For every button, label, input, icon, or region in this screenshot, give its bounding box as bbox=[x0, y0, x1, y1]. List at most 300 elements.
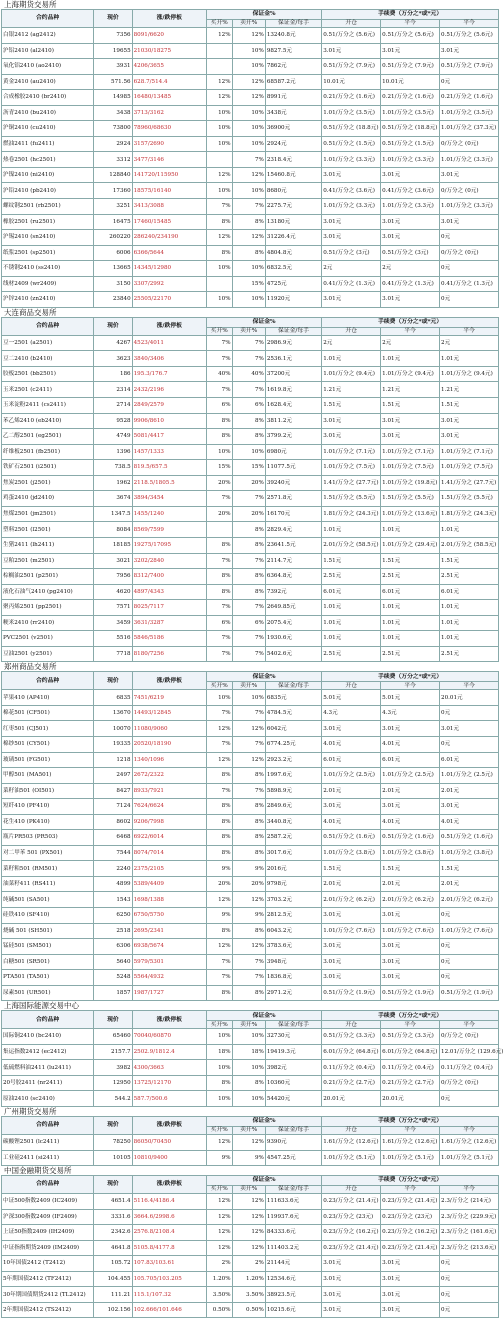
exchange-section bbox=[1, 662, 499, 1001]
header-price: 现价 bbox=[94, 10, 132, 28]
contract-name: 氧化铝2410 (ao2410) bbox=[2, 59, 94, 75]
margin-buy: 7% bbox=[206, 736, 232, 752]
fee-open: 3.01元 bbox=[322, 230, 381, 246]
contract-name: 鸡蛋2410 (jd2410) bbox=[2, 491, 94, 507]
margin-buy: 7% bbox=[206, 970, 232, 986]
margin-buy: 7% bbox=[206, 631, 232, 647]
current-price: 3251 bbox=[94, 199, 132, 215]
fee-open: 3.01元 bbox=[322, 970, 381, 986]
header-sell: 卖开% bbox=[232, 327, 265, 335]
fee-open: 0.51/万分之 (3元) bbox=[322, 245, 381, 261]
margin-buy: 7% bbox=[206, 705, 232, 721]
margin-sell: 8% bbox=[232, 923, 265, 939]
table-row bbox=[2, 970, 499, 986]
contract-name: 花生410 (PK410) bbox=[2, 814, 94, 830]
fee-open: 0.11/万分之 (0.4元) bbox=[322, 1060, 381, 1076]
table-row bbox=[2, 1302, 499, 1318]
margin-buy: 9% bbox=[206, 907, 232, 923]
fee-close: 1.51元 bbox=[381, 861, 440, 877]
fee-close: 2.51元 bbox=[381, 646, 440, 662]
fee-close: 1.01/万分之 (9.4元) bbox=[381, 366, 440, 382]
table-row bbox=[2, 1029, 499, 1045]
margin-per-lot: 6774.25元 bbox=[265, 736, 321, 752]
header-sell: 卖开% bbox=[232, 1021, 265, 1029]
price-limit: 8569/7599 bbox=[132, 522, 206, 538]
exchange-title: 中国金融期货交易所 bbox=[4, 1166, 72, 1176]
current-price: 1396 bbox=[94, 444, 132, 460]
contract-name: 焦煤2501 (jm2501) bbox=[2, 506, 94, 522]
table-row bbox=[2, 1225, 499, 1241]
header-buy: 买开% bbox=[206, 327, 232, 335]
margin-sell: 3.50% bbox=[232, 1287, 265, 1303]
price-limit: 8074/7014 bbox=[132, 845, 206, 861]
margin-buy: 10% bbox=[206, 444, 232, 460]
margin-per-lot: 6364.8元 bbox=[265, 569, 321, 585]
current-price: 7124 bbox=[94, 799, 132, 815]
table-header-row bbox=[2, 1117, 499, 1127]
current-price: 1962 bbox=[94, 475, 132, 491]
margin-buy: 6% bbox=[206, 615, 232, 631]
margin-per-lot: 10215.6元 bbox=[265, 1302, 321, 1318]
current-price: 3021 bbox=[94, 553, 132, 569]
fee-open: 4.01元 bbox=[322, 814, 381, 830]
margin-sell: 12% bbox=[232, 1135, 265, 1151]
fee-close-today: 20.01元 bbox=[440, 690, 499, 706]
current-price: 544.2 bbox=[94, 1091, 132, 1107]
price-limit: 14345/12980 bbox=[132, 261, 206, 277]
table-row bbox=[2, 121, 499, 137]
table-row bbox=[2, 923, 499, 939]
margin-sell: 12% bbox=[232, 1225, 265, 1241]
contract-name: 甲醇501 (MA501) bbox=[2, 768, 94, 784]
margin-per-lot: 2924元 bbox=[265, 136, 321, 152]
margin-sell: 10% bbox=[232, 1029, 265, 1045]
table-row bbox=[2, 646, 499, 662]
current-price: 17360 bbox=[94, 183, 132, 199]
margin-buy: 12% bbox=[206, 1135, 232, 1151]
exchange-title: 上海期货交易所 bbox=[4, 0, 57, 9]
header-limit: 涨/跌停板 bbox=[132, 1176, 206, 1194]
header-close-prev: 平今 bbox=[440, 1021, 499, 1029]
fee-close: 1.61/万分之 (12.6元) bbox=[381, 1135, 440, 1151]
margin-sell: 7% bbox=[232, 783, 265, 799]
margin-buy: 12% bbox=[206, 28, 232, 44]
fee-open: 2.01/万分之 (58.5元) bbox=[322, 537, 381, 553]
price-limit: 3631/3287 bbox=[132, 615, 206, 631]
margin-per-lot: 1836.8元 bbox=[265, 970, 321, 986]
margin-buy: 8% bbox=[206, 830, 232, 846]
fee-close-today: 1.01/万分之 (3.5元) bbox=[440, 105, 499, 121]
price-limit: 5105.8/4177.8 bbox=[132, 1240, 206, 1256]
fee-close: 3.01元 bbox=[381, 1271, 440, 1287]
margin-per-lot: 68587.2元 bbox=[265, 74, 321, 90]
fee-close: 1.01元 bbox=[381, 351, 440, 367]
margin-buy: 8% bbox=[206, 923, 232, 939]
table-row bbox=[2, 105, 499, 121]
price-limit: 3307/2992 bbox=[132, 276, 206, 292]
contract-name: 30年期国债期货2412 (TL2412) bbox=[2, 1287, 94, 1303]
header-fee: 手续费（万分之*或*元） bbox=[322, 317, 499, 327]
price-limit: 105.705/103.205 bbox=[132, 1271, 206, 1287]
table-row bbox=[2, 1271, 499, 1287]
contract-name: 玻璃501 (FG501) bbox=[2, 752, 94, 768]
contract-name: 2年期国债2412 (TS2412) bbox=[2, 1302, 94, 1318]
fee-close-today: 0元 bbox=[440, 705, 499, 721]
current-price: 2924 bbox=[94, 136, 132, 152]
fee-open: 1.21元 bbox=[322, 382, 381, 398]
table-row bbox=[2, 1194, 499, 1210]
fee-close: 3.01元 bbox=[381, 721, 440, 737]
margin-per-lot: 3703.2元 bbox=[265, 892, 321, 908]
fee-open: 1.61/万分之 (12.6元) bbox=[322, 1135, 381, 1151]
fee-close: 2.01/万分之 (6.2元) bbox=[381, 892, 440, 908]
margin-sell: 10% bbox=[232, 1060, 265, 1076]
margin-sell: 7% bbox=[232, 631, 265, 647]
contract-name: 橡胶2501 (ru2501) bbox=[2, 214, 94, 230]
margin-sell: 20% bbox=[232, 506, 265, 522]
fee-close-today: 3.01元 bbox=[440, 43, 499, 59]
margin-sell: 10% bbox=[232, 261, 265, 277]
table-row bbox=[2, 1287, 499, 1303]
fee-close: 3.01元 bbox=[381, 43, 440, 59]
margin-buy: 12% bbox=[206, 90, 232, 106]
margin-buy: 8% bbox=[206, 799, 232, 815]
current-price: 7718 bbox=[94, 646, 132, 662]
fee-open: 1.41/万分之 (27.7元) bbox=[322, 475, 381, 491]
margin-buy: 8% bbox=[206, 584, 232, 600]
contract-name: 硅铁410 (SF410) bbox=[2, 907, 94, 923]
fee-close-today: 0.51/万分之 (1.6元) bbox=[440, 830, 499, 846]
fee-close-today: 0.51/万分之 (7.9元) bbox=[440, 59, 499, 75]
contract-name: 沥青2410 (bu2410) bbox=[2, 105, 94, 121]
table-row bbox=[2, 954, 499, 970]
fee-close-today: 0元 bbox=[440, 74, 499, 90]
margin-per-lot: 8680元 bbox=[265, 183, 321, 199]
margin-per-lot: 3440.8元 bbox=[265, 814, 321, 830]
margin-per-lot: 2536.1元 bbox=[265, 351, 321, 367]
current-price: 2714 bbox=[94, 398, 132, 414]
fee-close: 1.01元 bbox=[381, 615, 440, 631]
fee-close: 3.01元 bbox=[381, 954, 440, 970]
header-margin: 保证金% bbox=[206, 317, 321, 327]
fee-close: 2.01元 bbox=[381, 876, 440, 892]
exchange-title: 广州期货交易所 bbox=[4, 1107, 57, 1116]
fee-open: 6.01元 bbox=[322, 752, 381, 768]
contract-name: 豆粕2501 (m2501) bbox=[2, 553, 94, 569]
contract-name: 苹果410 (AP410) bbox=[2, 690, 94, 706]
header-sell: 卖开% bbox=[232, 20, 265, 28]
fee-open: 3.01元 bbox=[322, 43, 381, 59]
header-name: 合约品种 bbox=[2, 672, 94, 690]
margin-buy: 10% bbox=[206, 121, 232, 137]
fee-close-today: 2.01/万分之 (58.5元) bbox=[440, 537, 499, 553]
margin-per-lot: 2587.2元 bbox=[265, 830, 321, 846]
header-close-prev: 平今 bbox=[440, 682, 499, 690]
margin-sell: 7% bbox=[232, 970, 265, 986]
contract-name: 20号胶2411 (nr2411) bbox=[2, 1075, 94, 1091]
current-price: 19655 bbox=[94, 43, 132, 59]
header-fee: 手续费（万分之*或*元） bbox=[322, 1176, 499, 1186]
margin-per-lot: 7392元 bbox=[265, 584, 321, 600]
table-row bbox=[2, 985, 499, 1001]
fee-close-today: 0元 bbox=[440, 1287, 499, 1303]
current-price: 16475 bbox=[94, 214, 132, 230]
price-limit: 8180/7256 bbox=[132, 646, 206, 662]
current-price: 1218 bbox=[94, 752, 132, 768]
margin-per-lot: 8991元 bbox=[265, 90, 321, 106]
fee-close: 3.01元 bbox=[381, 1256, 440, 1272]
current-price: 2518 bbox=[94, 923, 132, 939]
price-limit: 8933/7921 bbox=[132, 783, 206, 799]
header-close-today: 平今 bbox=[381, 1186, 440, 1194]
margin-per-lot: 6832.5元 bbox=[265, 261, 321, 277]
fee-close: 2.01元 bbox=[381, 783, 440, 799]
price-limit: 9906/8610 bbox=[132, 413, 206, 429]
margin-sell: 12% bbox=[232, 167, 265, 183]
margin-buy: 7% bbox=[206, 351, 232, 367]
table-row bbox=[2, 1075, 499, 1091]
fee-close: 0.51/万分之 (1.9元) bbox=[381, 985, 440, 1001]
table-header-row bbox=[2, 1176, 499, 1186]
margin-per-lot: 4725元 bbox=[265, 276, 321, 292]
margin-buy: 10% bbox=[206, 261, 232, 277]
table-row bbox=[2, 615, 499, 631]
contract-name: 粳米2410 (rr2410) bbox=[2, 615, 94, 631]
margin-per-lot: 2075.4元 bbox=[265, 615, 321, 631]
margin-buy: 18% bbox=[206, 1044, 232, 1060]
price-limit: 1340/1096 bbox=[132, 752, 206, 768]
header-limit: 涨/跌停板 bbox=[132, 1117, 206, 1135]
margin-sell: 40% bbox=[232, 366, 265, 382]
margin-per-lot: 2812.5元 bbox=[265, 907, 321, 923]
fee-open: 1.01/万分之 (7.6元) bbox=[322, 923, 381, 939]
margin-per-lot: 2849.6元 bbox=[265, 799, 321, 815]
fee-close: 6.01元 bbox=[381, 584, 440, 600]
table-row bbox=[2, 460, 499, 476]
contract-name: 5年期国债2412 (TF2412) bbox=[2, 1271, 94, 1287]
margin-per-lot: 5898.9元 bbox=[265, 783, 321, 799]
margin-per-lot: 2318.4元 bbox=[265, 152, 321, 168]
fee-close-today: 0.51/万分之 (1.9元) bbox=[440, 985, 499, 1001]
fee-close-today: 0.21/万分之 (1.6元) bbox=[440, 90, 499, 106]
fee-close-today: 0元 bbox=[440, 230, 499, 246]
contract-name: 沪镍2410 (ni2410) bbox=[2, 167, 94, 183]
contract-table bbox=[1, 671, 499, 1001]
header-buy: 买开% bbox=[206, 1186, 232, 1194]
table-row bbox=[2, 752, 499, 768]
contract-name: 棉纱501 (CY501) bbox=[2, 736, 94, 752]
margin-sell: 12% bbox=[232, 1194, 265, 1210]
fee-open: 0.51/万分之 (3.3元) bbox=[322, 1029, 381, 1045]
contract-name: 聚丙烯2501 (pp2501) bbox=[2, 600, 94, 616]
price-limit: 4206/3655 bbox=[132, 59, 206, 75]
fee-close-today: 3.01元 bbox=[440, 721, 499, 737]
margin-buy: 12% bbox=[206, 1225, 232, 1241]
margin-sell: 12% bbox=[232, 721, 265, 737]
fee-open: 1.01元 bbox=[322, 351, 381, 367]
table-row bbox=[2, 1209, 499, 1225]
table-row bbox=[2, 398, 499, 414]
margin-per-lot: 2829.4元 bbox=[265, 522, 321, 538]
contract-name: 集运指数2412 (ec2412) bbox=[2, 1044, 94, 1060]
fee-open: 3.01元 bbox=[322, 907, 381, 923]
fee-close-today: 0/万分之 (0元) bbox=[440, 1075, 499, 1091]
margin-buy: 8% bbox=[206, 569, 232, 585]
contract-name: 沪铜2410 (cu2410) bbox=[2, 121, 94, 137]
contract-name: 胶板2501 (bb2501) bbox=[2, 366, 94, 382]
table-row bbox=[2, 600, 499, 616]
margin-buy: 10% bbox=[206, 1029, 232, 1045]
fee-open: 1.01元 bbox=[322, 615, 381, 631]
current-price: 571.56 bbox=[94, 74, 132, 90]
fee-close: 3.01元 bbox=[381, 230, 440, 246]
margin-sell: 12% bbox=[232, 1240, 265, 1256]
margin-buy: 8% bbox=[206, 1075, 232, 1091]
fee-close: 0.11/万分之 (0.4元) bbox=[381, 1060, 440, 1076]
margin-per-lot: 31226.4元 bbox=[265, 230, 321, 246]
table-row bbox=[2, 939, 499, 955]
current-price: 6468 bbox=[94, 830, 132, 846]
fee-open: 3.01元 bbox=[322, 1271, 381, 1287]
margin-sell: 7% bbox=[232, 954, 265, 970]
fee-open: 0.51/万分之 (1.5元) bbox=[322, 136, 381, 152]
table-row bbox=[2, 136, 499, 152]
fee-close: 0.51/万分之 (3元) bbox=[381, 245, 440, 261]
table-row bbox=[2, 74, 499, 90]
contract-name: 纯碱501 (SA501) bbox=[2, 892, 94, 908]
header-buy: 买开% bbox=[206, 682, 232, 690]
price-limit: 195.3/176.7 bbox=[132, 366, 206, 382]
contract-name: 苯乙烯2410 (eb2410) bbox=[2, 413, 94, 429]
table-row bbox=[2, 721, 499, 737]
current-price: 3150 bbox=[94, 276, 132, 292]
margin-buy: 0.50% bbox=[206, 1302, 232, 1318]
contract-name: 线材2409 (wr2409) bbox=[2, 276, 94, 292]
fee-close-today: 0元 bbox=[440, 1091, 499, 1107]
fee-close: 3.01元 bbox=[381, 939, 440, 955]
price-limit: 4300/3663 bbox=[132, 1060, 206, 1076]
fee-open: 0.23/万分之 (21.4元) bbox=[322, 1194, 381, 1210]
margin-sell: 7% bbox=[232, 199, 265, 215]
header-open: 开仓 bbox=[322, 1127, 381, 1135]
header-price: 现价 bbox=[94, 672, 132, 690]
fee-close: 0.51/万分之 (1.6元) bbox=[381, 830, 440, 846]
header-sell: 卖开% bbox=[232, 1127, 265, 1135]
contract-name: 沪深300指数2409 (IF2409) bbox=[2, 1209, 94, 1225]
margin-buy: 7% bbox=[206, 553, 232, 569]
fee-close-today: 1.01/万分之 (7.1元) bbox=[440, 444, 499, 460]
price-limit: 2849/2579 bbox=[132, 398, 206, 414]
contract-name: 中证指指期货2409 (IM2409) bbox=[2, 1240, 94, 1256]
table-row bbox=[2, 506, 499, 522]
margin-buy: 12% bbox=[206, 1240, 232, 1256]
price-limit: 5081/4417 bbox=[132, 429, 206, 445]
margin-per-lot: 5402.6元 bbox=[265, 646, 321, 662]
header-per-lot: 保证金/每手 bbox=[265, 1127, 321, 1135]
fee-close: 1.01/万分之 (7.1元) bbox=[381, 444, 440, 460]
margin-per-lot: 2114.7元 bbox=[265, 553, 321, 569]
fee-close: 3.01元 bbox=[381, 167, 440, 183]
table-row bbox=[2, 907, 499, 923]
fee-close: 1.51/万分之 (5.5元) bbox=[381, 491, 440, 507]
fee-open: 3.01元 bbox=[322, 799, 381, 815]
margin-sell: 10% bbox=[232, 1091, 265, 1107]
table-row bbox=[2, 475, 499, 491]
exchange-section bbox=[1, 1107, 499, 1166]
fee-close-today: 0元 bbox=[440, 970, 499, 986]
margin-sell: 8% bbox=[232, 245, 265, 261]
fee-close-today: 1.81/万分之 (24.3元) bbox=[440, 506, 499, 522]
price-limit: 18575/16140 bbox=[132, 183, 206, 199]
fee-close: 1.01/万分之 (19.8元) bbox=[381, 475, 440, 491]
price-limit: 3157/2690 bbox=[132, 136, 206, 152]
fee-close-today: 1.01/万分之 (3.3元) bbox=[440, 199, 499, 215]
header-close-prev: 平今 bbox=[440, 327, 499, 335]
contract-table bbox=[1, 1116, 499, 1166]
contract-name: 白银2412 (ag2412) bbox=[2, 28, 94, 44]
fee-close: 0.21/万分之 (2.7元) bbox=[381, 1075, 440, 1091]
margin-buy bbox=[206, 522, 232, 538]
current-price: 13670 bbox=[94, 705, 132, 721]
margin-per-lot: 1619.8元 bbox=[265, 382, 321, 398]
header-fee: 手续费（万分之*或*元） bbox=[322, 1117, 499, 1127]
margin-sell: 8% bbox=[232, 768, 265, 784]
table-row bbox=[2, 1256, 499, 1272]
table-row bbox=[2, 876, 499, 892]
current-price: 2497 bbox=[94, 768, 132, 784]
contract-name: 棕榈油2501 (p2501) bbox=[2, 569, 94, 585]
fee-close-today: 0元 bbox=[440, 261, 499, 277]
margin-buy: 10% bbox=[206, 292, 232, 308]
header-close-today: 平今 bbox=[381, 1021, 440, 1029]
current-price: 3674 bbox=[94, 491, 132, 507]
exchange-title: 大连商品交易所 bbox=[4, 307, 57, 317]
price-limit: 10810/9400 bbox=[132, 1150, 206, 1166]
margin-sell: 7% bbox=[232, 736, 265, 752]
margin-per-lot: 111633.6元 bbox=[265, 1194, 321, 1210]
current-price: 7356 bbox=[94, 28, 132, 44]
contract-name: 豆油2501 (y2501) bbox=[2, 646, 94, 662]
contract-table bbox=[1, 1010, 503, 1107]
contract-name: 烧碱 501 (SH501) bbox=[2, 923, 94, 939]
fee-close: 0.23/万分之 (21.4元) bbox=[381, 1240, 440, 1256]
contract-name: PVC2501 (v2501) bbox=[2, 631, 94, 647]
current-price: 260220 bbox=[94, 230, 132, 246]
fee-close-today: 1.01/万分之 (9.4元) bbox=[440, 366, 499, 382]
margin-per-lot: 38923.5元 bbox=[265, 1287, 321, 1303]
fee-open: 2.01元 bbox=[322, 876, 381, 892]
price-limit: 8091/6620 bbox=[132, 28, 206, 44]
exchange-title: 郑州商品交易所 bbox=[4, 662, 57, 672]
table-row bbox=[2, 799, 499, 815]
exchange-section bbox=[1, 0, 499, 308]
price-limit: 628.7/514.4 bbox=[132, 74, 206, 90]
fee-open: 1.01/万分之 (3.5元) bbox=[322, 105, 381, 121]
margin-sell: 7% bbox=[232, 491, 265, 507]
price-limit: 1698/1388 bbox=[132, 892, 206, 908]
contract-name: 锰硅501 (SM501) bbox=[2, 939, 94, 955]
current-price: 5248 bbox=[94, 970, 132, 986]
header-close-prev: 平今 bbox=[440, 1186, 499, 1194]
current-price: 73800 bbox=[94, 121, 132, 137]
contract-name: 瓶片PR503 (PR503) bbox=[2, 830, 94, 846]
margin-per-lot: 3948元 bbox=[265, 954, 321, 970]
margin-buy: 2% bbox=[206, 1256, 232, 1272]
margin-buy: 12% bbox=[206, 1209, 232, 1225]
table-row bbox=[2, 366, 499, 382]
fee-close-today: 2.3/万分之 (213.6元) bbox=[440, 1240, 499, 1256]
contract-name: 国际铜2410 (bc2410) bbox=[2, 1029, 94, 1045]
